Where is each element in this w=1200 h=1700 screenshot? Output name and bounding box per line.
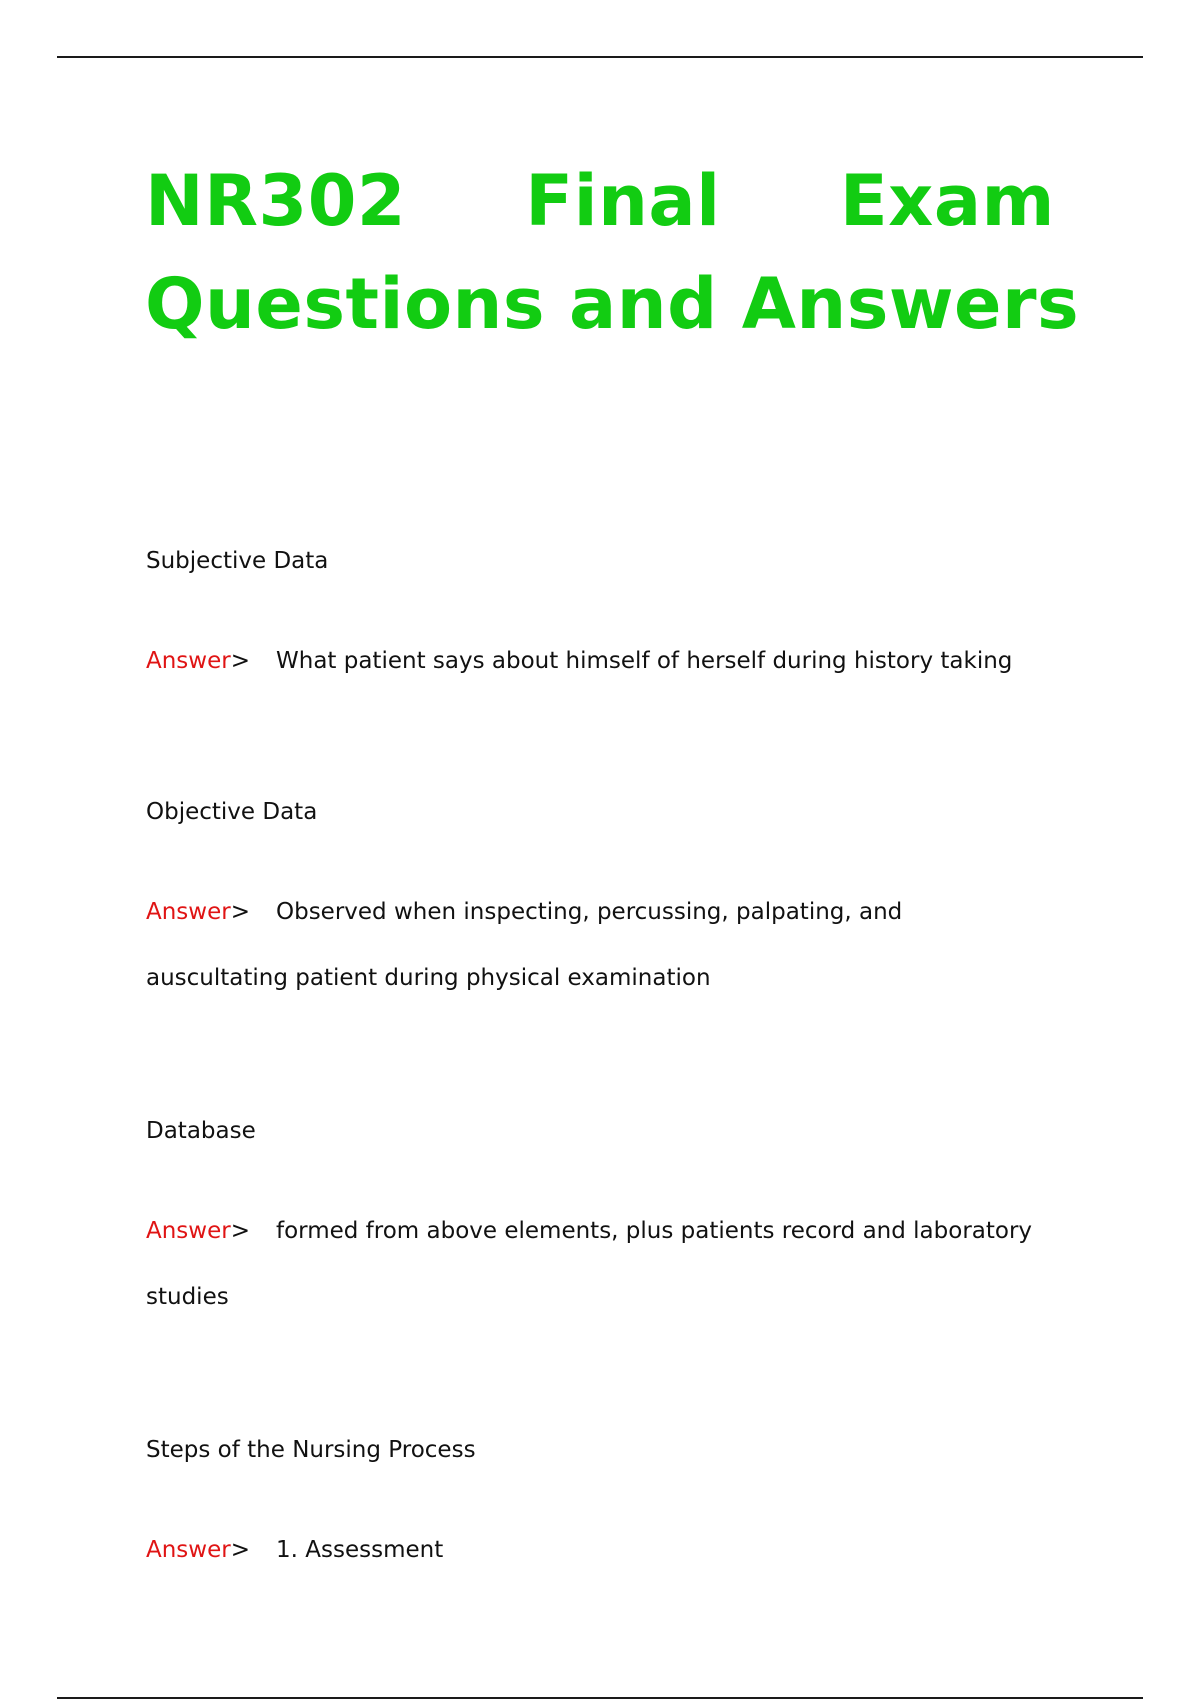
- title-word: and: [569, 263, 718, 345]
- qa-item-objective-data: [146, 797, 1046, 1011]
- answer-text: [146, 628, 1046, 694]
- title-word: Exam: [839, 160, 1055, 242]
- page-title: [145, 150, 1080, 356]
- answer-arrow: >: [230, 1218, 250, 1244]
- answer-body: What patient says about himself of herself during history taking: [276, 648, 1013, 674]
- answer-label: Answer: [146, 648, 231, 674]
- answer-label: Answer: [146, 899, 231, 925]
- qa-item-database: [146, 1116, 1046, 1330]
- title-word: Answers: [741, 263, 1080, 345]
- answer-label: Answer: [146, 1218, 231, 1244]
- qa-item-nursing-process: [146, 1435, 1046, 1583]
- answer-arrow: >: [230, 1537, 250, 1563]
- answer-text: [146, 1198, 1046, 1330]
- answer-arrow: >: [230, 648, 250, 674]
- question-text: Database: [146, 1118, 256, 1144]
- title-word: Questions: [145, 263, 546, 345]
- answer-arrow: >: [230, 899, 250, 925]
- qa-item-subjective-data: [146, 546, 1046, 694]
- question-text: Subjective Data: [146, 548, 329, 574]
- answer-text: [146, 1517, 1046, 1583]
- bottom-rule: [57, 1697, 1143, 1699]
- answer-body: formed from above elements, plus patients record and laboratory studies: [146, 1218, 1033, 1310]
- answer-body: Observed when inspecting, percussing, palpating, and auscultating patient during physical examination: [146, 899, 903, 991]
- question-text: Objective Data: [146, 799, 318, 825]
- title-line-1: [145, 150, 1055, 253]
- answer-body: 1. Assessment: [276, 1537, 444, 1563]
- title-word: NR302: [145, 160, 407, 242]
- title-line-2: [145, 253, 1080, 356]
- top-rule: [57, 56, 1143, 58]
- title-word: Final: [525, 160, 721, 242]
- answer-label: Answer: [146, 1537, 231, 1563]
- answer-text: [146, 879, 1046, 1011]
- question-text: Steps of the Nursing Process: [146, 1437, 476, 1463]
